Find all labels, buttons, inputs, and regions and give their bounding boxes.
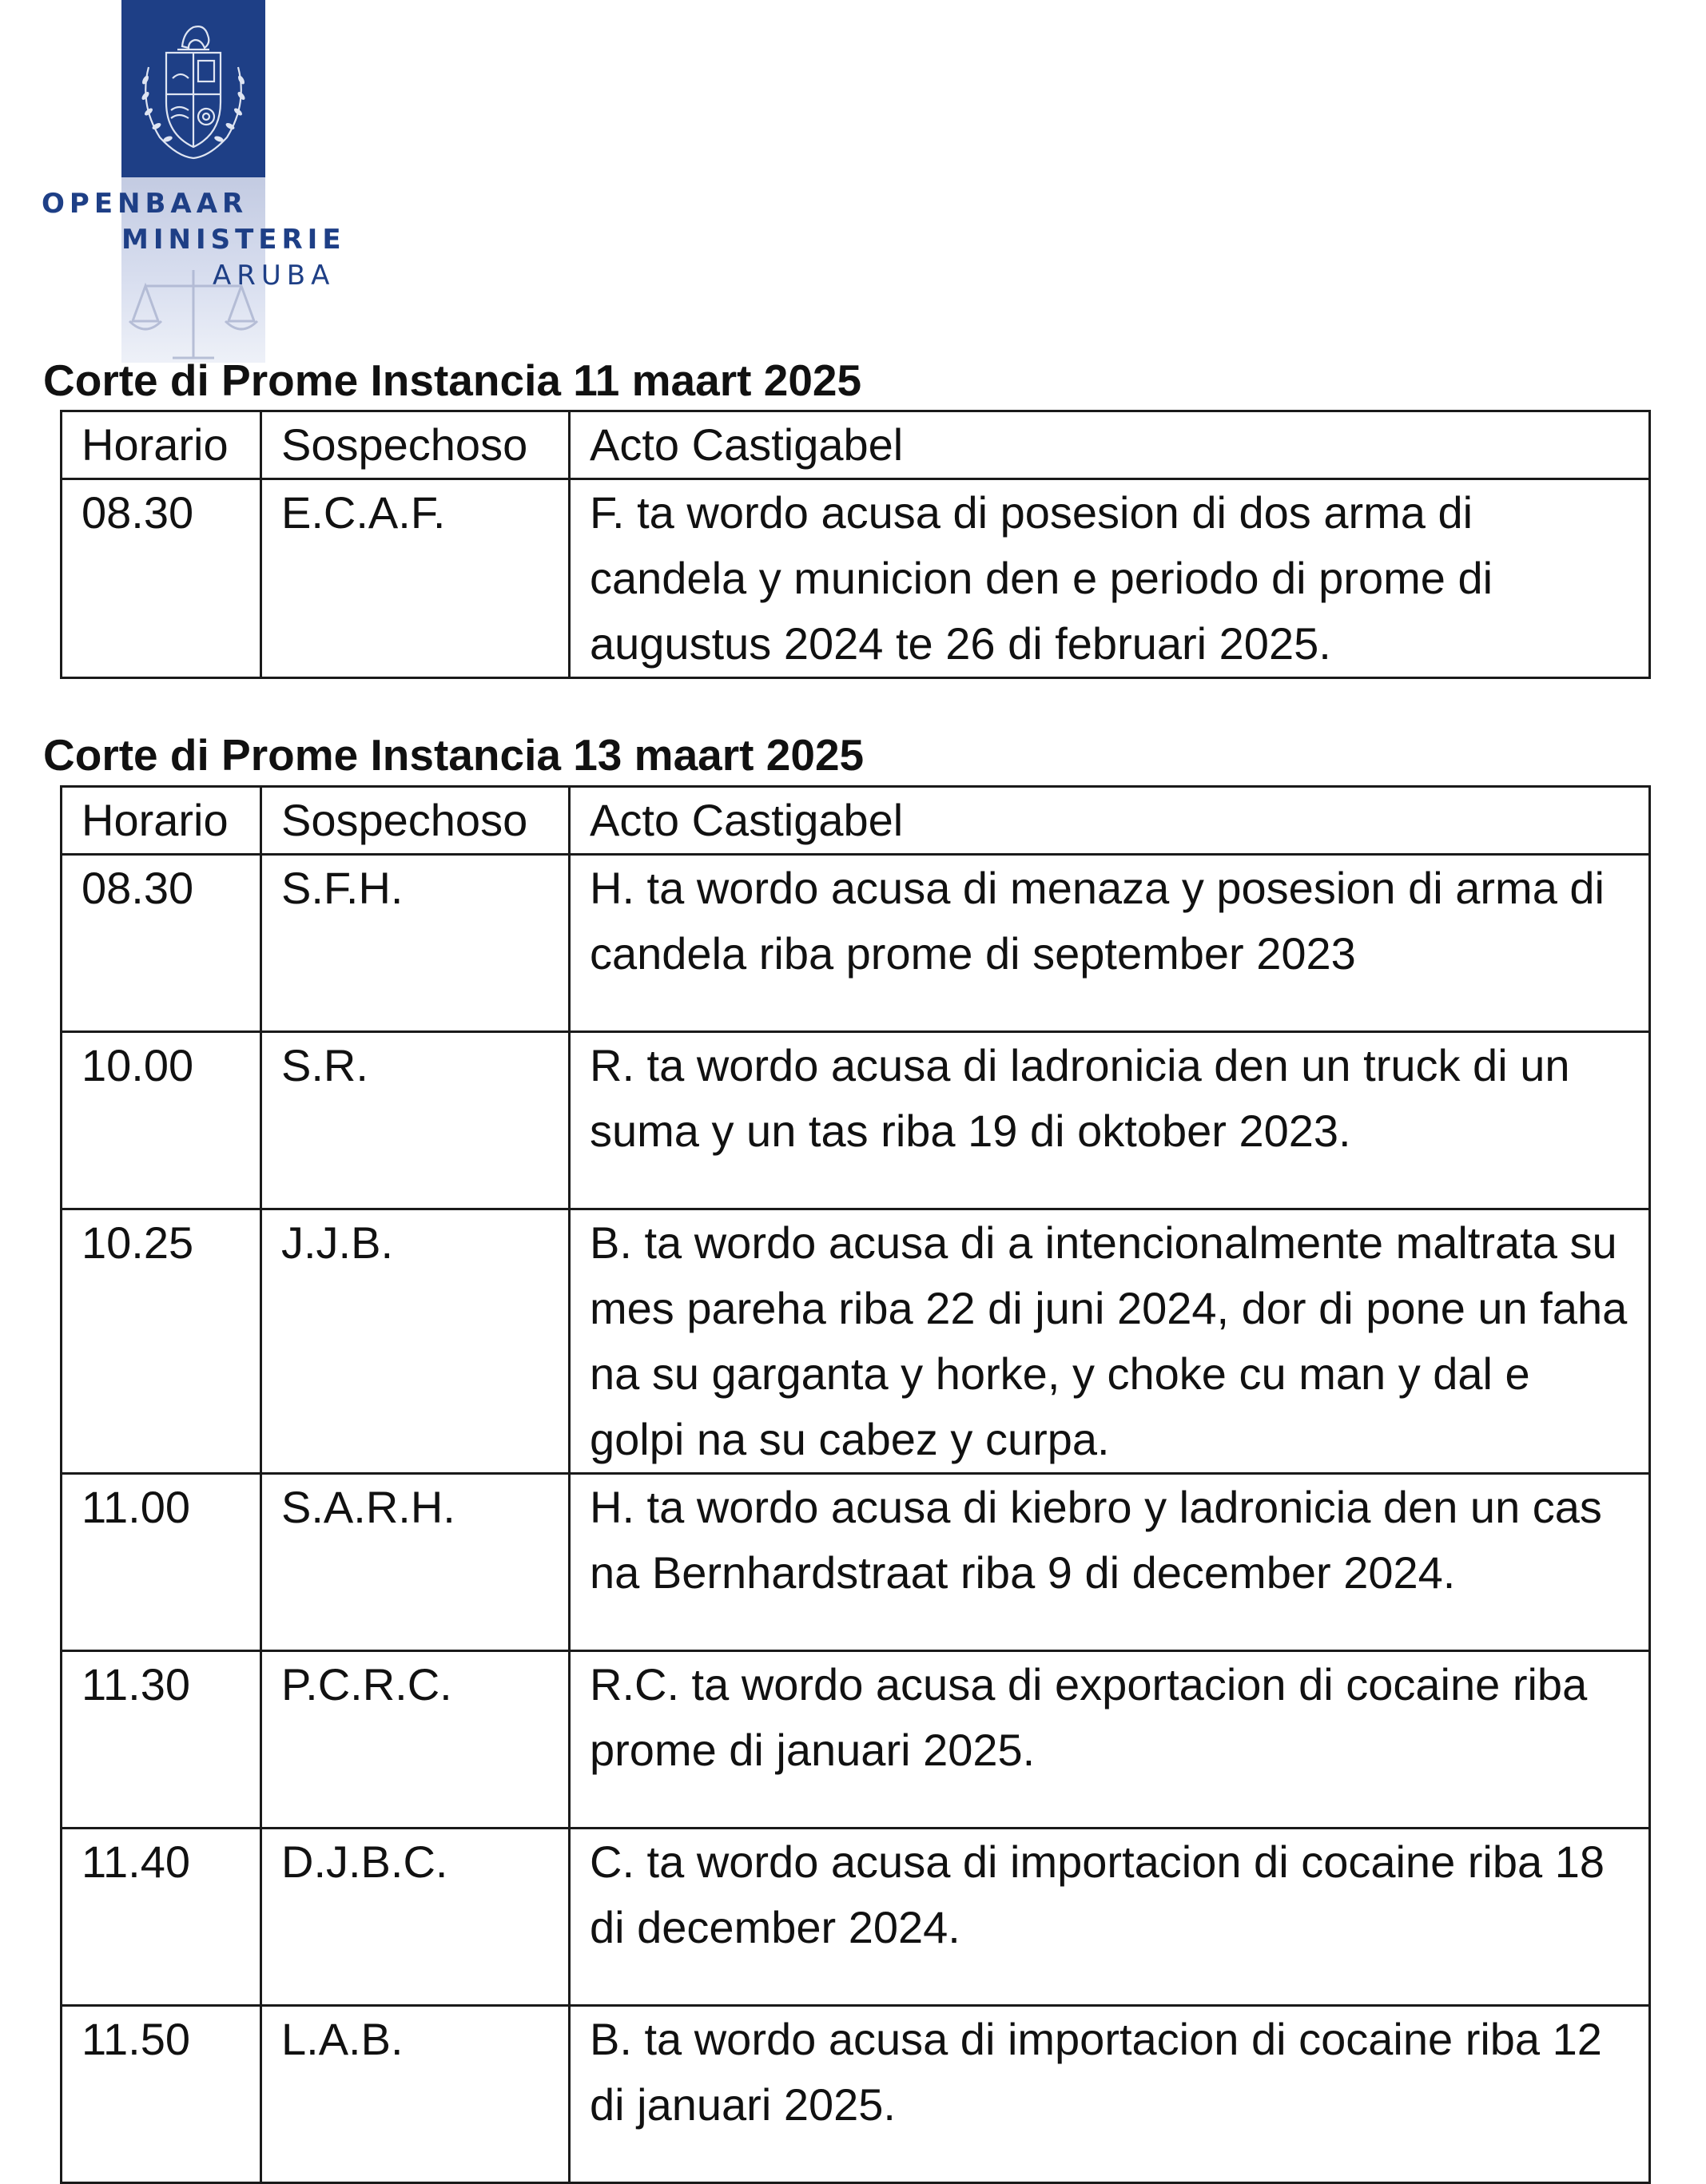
cell-offense: F. ta wordo acusa di posesion di dos arma di candela y municion den e periodo di prome di augustus 2024 te 26 di februari 2025. — [570, 479, 1650, 678]
table-row — [62, 1209, 1650, 1474]
logo-text-openbaar: OPENBAAR — [42, 188, 249, 220]
cell-suspect: L.A.B. — [261, 2006, 570, 2183]
cell-offense: H. ta wordo acusa di kiebro y ladronicia den un cas na Bernhardstraat riba 9 di december 2024. — [570, 1474, 1650, 1651]
session-title: Corte di Prome Instancia 13 maart 2025 — [43, 730, 865, 780]
column-header-suspect: Sospechoso — [261, 411, 570, 479]
cell-time: 10.25 — [62, 1209, 261, 1474]
cell-time: 11.00 — [62, 1474, 261, 1651]
table-header-row — [62, 787, 1650, 855]
cell-suspect: S.F.H. — [261, 855, 570, 1032]
cell-offense: B. ta wordo acusa di a intencionalmente maltrata su mes pareha riba 22 di juni 2024, dor di pone un faha na su garganta y horke, y choke cu man y dal e golpi na su cabez y curpa. — [570, 1209, 1650, 1474]
cell-time: 10.00 — [62, 1032, 261, 1209]
column-header-time: Horario — [62, 787, 261, 855]
table-row — [62, 1032, 1650, 1209]
column-header-time: Horario — [62, 411, 261, 479]
logo-text-ministerie: MINISTERIE — [121, 224, 346, 256]
table-row — [62, 1651, 1650, 1829]
logo-text-aruba: ARUBA — [213, 260, 336, 292]
hearing-table — [60, 785, 1651, 2184]
logo-emblem — [121, 0, 265, 177]
cell-suspect: S.R. — [261, 1032, 570, 1209]
cell-suspect: P.C.R.C. — [261, 1651, 570, 1829]
cell-time: 11.40 — [62, 1829, 261, 2006]
cell-suspect: E.C.A.F. — [261, 479, 570, 678]
coat-of-arms-icon — [121, 0, 265, 177]
cell-offense: R.C. ta wordo acusa di exportacion di cocaine riba prome di januari 2025. — [570, 1651, 1650, 1829]
column-header-suspect: Sospechoso — [261, 787, 570, 855]
cell-offense: B. ta wordo acusa di importacion di cocaine riba 12 di januari 2025. — [570, 2006, 1650, 2183]
table-row — [62, 855, 1650, 1032]
hearing-table — [60, 410, 1651, 679]
cell-time: 08.30 — [62, 855, 261, 1032]
cell-time: 11.30 — [62, 1651, 261, 1829]
cell-offense: H. ta wordo acusa di menaza y posesion di arma di candela riba prome di september 2023 — [570, 855, 1650, 1032]
table-row — [62, 1474, 1650, 1651]
table-header-row — [62, 411, 1650, 479]
cell-offense: C. ta wordo acusa di importacion di cocaine riba 18 di december 2024. — [570, 1829, 1650, 2006]
cell-time: 11.50 — [62, 2006, 261, 2183]
table-row — [62, 1829, 1650, 2006]
table-row — [62, 2006, 1650, 2183]
cell-suspect: D.J.B.C. — [261, 1829, 570, 2006]
cell-suspect: J.J.B. — [261, 1209, 570, 1474]
cell-offense: R. ta wordo acusa di ladronicia den un truck di un suma y un tas riba 19 di oktober 2023. — [570, 1032, 1650, 1209]
cell-time: 08.30 — [62, 479, 261, 678]
cell-suspect: S.A.R.H. — [261, 1474, 570, 1651]
column-header-offense: Acto Castigabel — [570, 787, 1650, 855]
table-row — [62, 479, 1650, 678]
column-header-offense: Acto Castigabel — [570, 411, 1650, 479]
session-title: Corte di Prome Instancia 11 maart 2025 — [43, 355, 862, 405]
